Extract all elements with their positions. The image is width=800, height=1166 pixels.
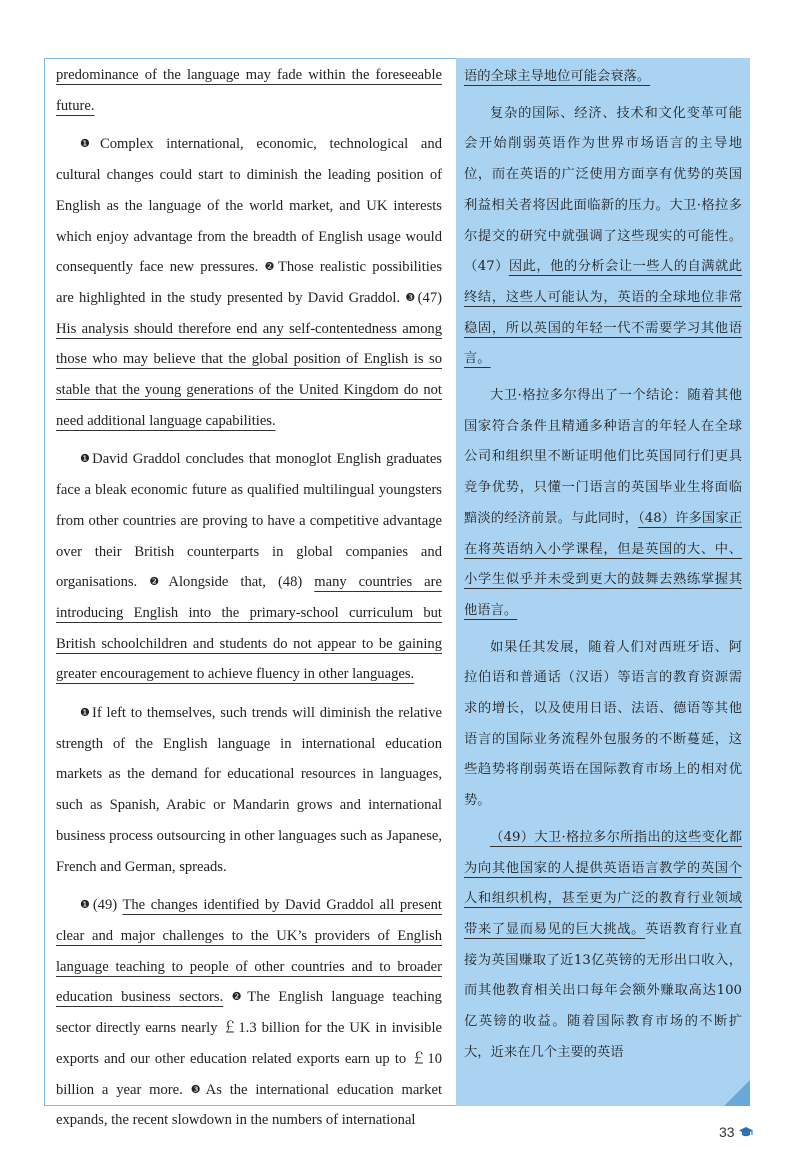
sentence-text: Alongside that, (48) xyxy=(168,574,315,591)
underlined-text: predominance of the language may fade within the foreseeable future. xyxy=(56,67,442,114)
sentence-marker: ❷ xyxy=(149,575,168,589)
chinese-paragraph-2 xyxy=(464,381,742,627)
sentence-marker: ❷ xyxy=(231,990,247,1004)
chinese-text xyxy=(464,62,742,1069)
chinese-paragraph-1 xyxy=(464,99,742,375)
corner-fold-decoration xyxy=(724,1080,750,1106)
english-paragraph-3 xyxy=(56,698,442,882)
sentence-text: The English language teaching sector directly earns nearly ￡1.3 billion for the UK in invisible exports and our other education related exports earn up to ￡10 billion a year more. xyxy=(56,989,442,1098)
sentence-text: (49) xyxy=(92,897,123,914)
sentence-marker: ❶ xyxy=(80,706,92,720)
paragraph-text: 复杂的国际、经济、技术和文化变革可能会开始削弱英语作为世界市场语言的主导地位，而在英语的广泛使用方面享有优势的英国利益相关者将因此面临新的压力。大卫·格拉多尔提交的研究中就强调了这些现实的可能性。（47） xyxy=(464,105,742,275)
paragraph-text: 英语教育行业直接为英国赚取了近13亿英镑的无形出口收入，而其他教育相关出口每年会额外赚取高达100亿英镑的收益。随着国际教育市场的不断扩大，近来在几个主要的英语 xyxy=(464,921,743,1060)
underlined-sentence: His analysis should therefore end any self-contentedness among those who may believe that the global position of English is so stable that the young generations of the United Kingdom do not need additional language capabilities. xyxy=(56,320,442,429)
sentence-text: David Graddol concludes that monoglot English graduates face a bleak economic future as qualified multilingual youngsters from other countries are proving to have a competitive advantage over their British counterparts in global companies and organisations. xyxy=(56,451,442,591)
english-paragraph-1 xyxy=(56,129,442,436)
sentence-marker: ❸ xyxy=(190,1082,205,1096)
underlined-sentence: （49）大卫·格拉多尔所指出的这些变化都为向其他国家的人提供英语语言教学的英国个人和组织机构，甚至更为广泛的教育行业领域带来了显而易见的巨大挑战。 xyxy=(464,829,742,937)
underlined-sentence: The changes identified by David Graddol all present clear and major challenges to the UK’s providers of English language teaching to people of other countries and to broader education business sectors. xyxy=(56,897,442,1006)
paragraph-text: 如果任其发展，随着人们对西班牙语、阿拉伯语和普通话（汉语）等语言的教育资源需求的增长，以及使用日语、法语、德语等其他语言的国际业务流程外包服务的不断蔓延，这些趋势将削弱英语在国际教育市场上的相对优势。 xyxy=(464,639,742,809)
sentence-text: Complex international, economic, technological and cultural changes could start to diminish the leading position of English as the language of the world market, and UK interests which enjoy advantage from the breadth of English usage would consequently face new pressures. xyxy=(56,136,442,276)
chinese-translation-panel xyxy=(456,58,750,1106)
sentence-text: As the international education market expands, the recent slowdown in the numbers of international xyxy=(56,1081,442,1129)
sentence-text: Those realistic possibilities are highlighted in the study presented by David Graddol. xyxy=(56,259,443,306)
sentence-text: (47) xyxy=(417,289,442,306)
paragraph-text: 大卫·格拉多尔得出了一个结论：随着其他国家符合条件且精通多种语言的年轻人在全球公司和组织里不断证明他们比英国同行们更具竞争优势，只懂一门语言的英国毕业生将面临黯淡的经济前景。与此同时， xyxy=(464,388,742,526)
sentence-marker: ❸ xyxy=(405,290,417,304)
english-paragraph-4 xyxy=(56,890,442,1136)
english-column xyxy=(56,60,443,1129)
sentence-text: If left to themselves, such trends will diminish the relative strength of the English language in international education markets as the demand for educational resources in languages, such as Spanish, Arabic or Mandarin grows and international business process outsourcing in other languages such as Japanese, French and German, spreads. xyxy=(56,705,442,875)
chinese-paragraph-0 xyxy=(464,62,742,93)
underlined-sentence: many countries are introducing English into the primary-school curriculum but British schoolchildren and students do not appear to be gaining greater encouragement to achieve fluency in other languages. xyxy=(56,574,442,683)
english-paragraph-2 xyxy=(56,444,442,690)
underlined-sentence: 因此，他的分析会让一些人的自满就此终结，这些人可能认为，英语的全球地位非常稳固，所以英国的年轻一代不需要学习其他语言。 xyxy=(464,259,743,367)
chinese-paragraph-3 xyxy=(464,633,742,817)
page-number: 33 xyxy=(719,1124,735,1140)
english-paragraph-0 xyxy=(56,60,442,121)
underlined-text: 语的全球主导地位可能会衰落。 xyxy=(464,69,651,84)
graduation-cap-icon xyxy=(738,1126,754,1138)
underlined-sentence: （48）许多国家正在将英语纳入小学课程，但是英国的大、中、小学生似乎并未受到更大的鼓舞去熟练掌握其他语言。 xyxy=(464,510,743,618)
chinese-paragraph-4 xyxy=(464,823,742,1069)
sentence-marker: ❶ xyxy=(80,137,99,151)
sentence-marker: ❶ xyxy=(80,452,92,466)
sentence-marker: ❶ xyxy=(80,898,92,912)
sentence-marker: ❷ xyxy=(264,260,277,274)
